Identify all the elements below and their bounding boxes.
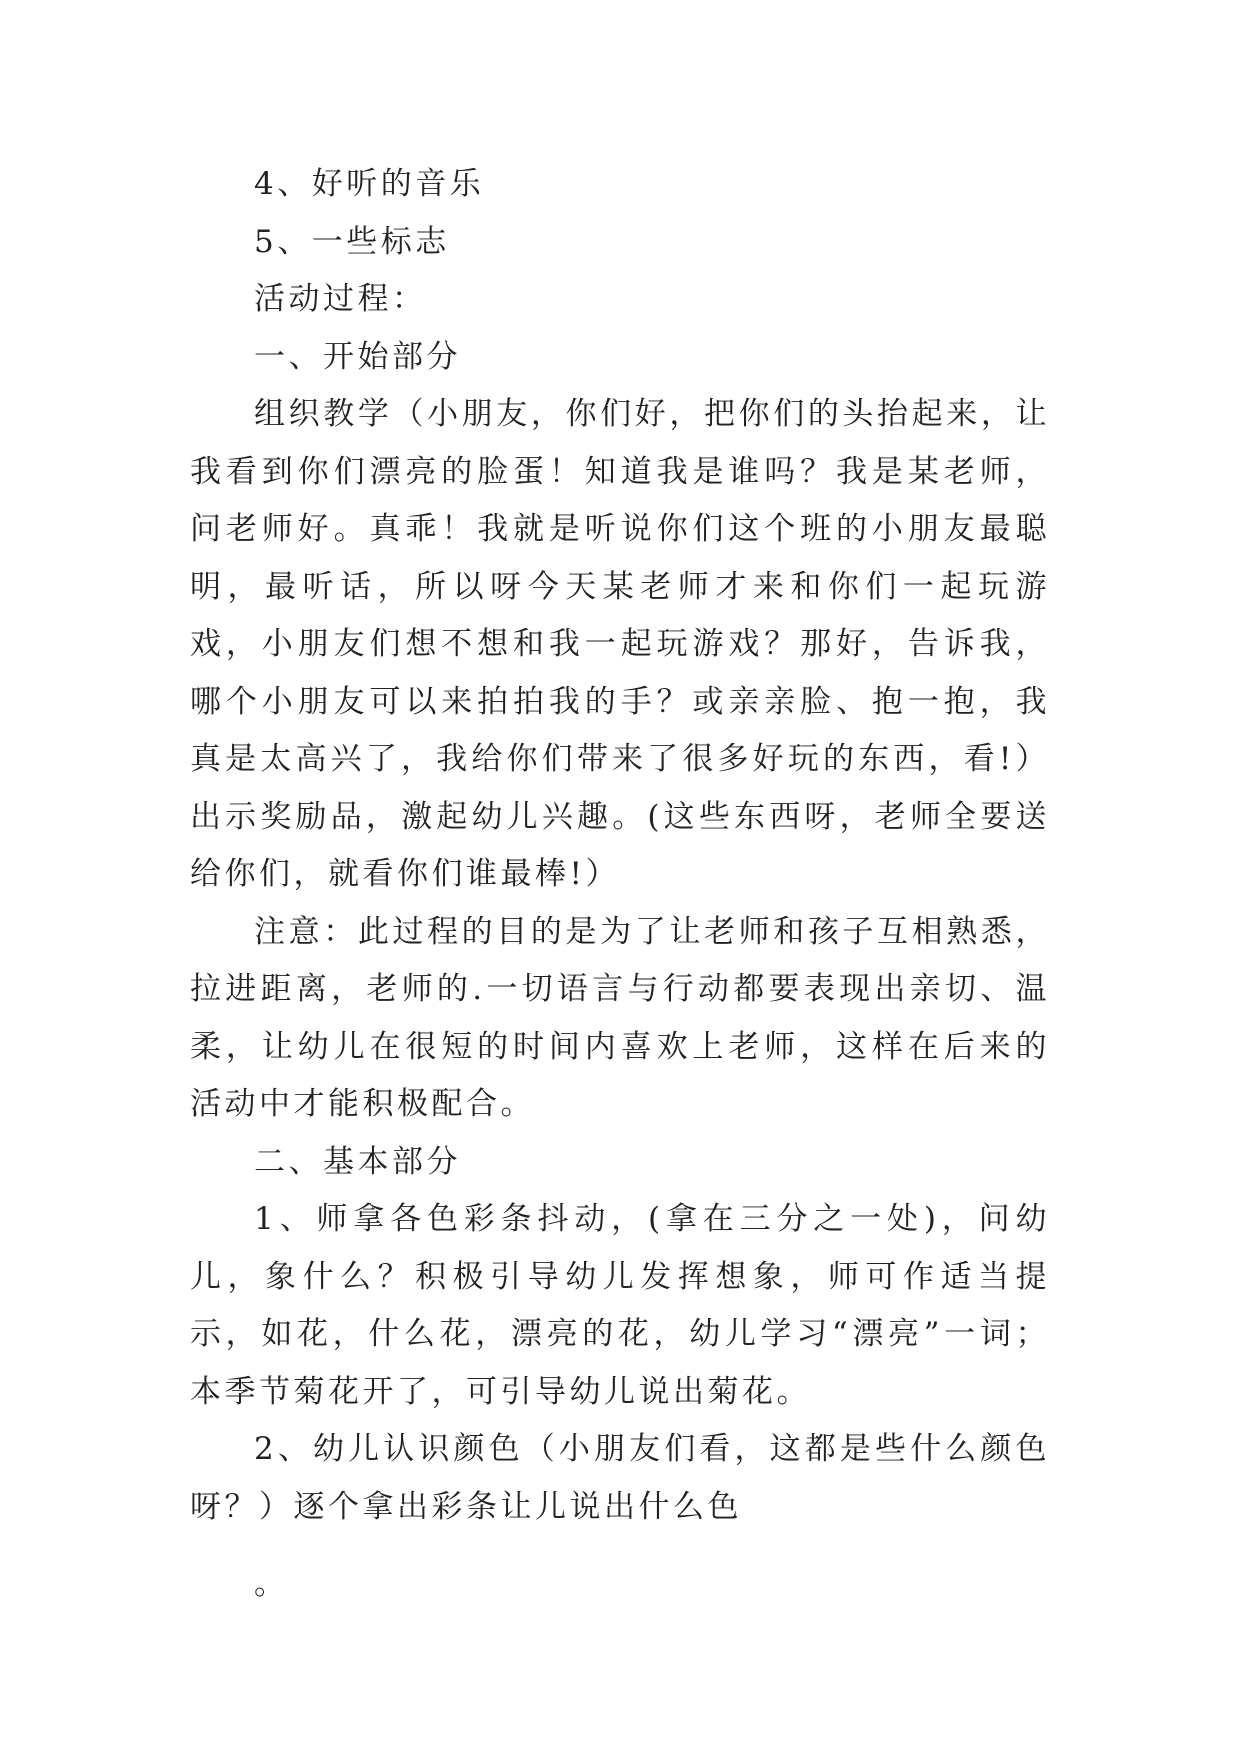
paragraph-step-two: 2、幼儿认识颜色（小朋友们看，这都是些什么颜色呀？）逐个拿出彩条让儿说出什么色 — [190, 1431, 1050, 1525]
paragraph-step-one: 1、师拿各色彩条抖动，(拿在三分之一处)，问幼儿，象什么？积极引导幼儿发挥想象，师可作适当提示，如花，什么花，漂亮的花，幼儿学习“漂亮”一词；本季节菊花开了，可引导幼儿说出菊花。 — [190, 1201, 1050, 1410]
section-heading-process: 活动过程： — [254, 281, 427, 317]
list-item-signs: 5、一些标志 — [254, 223, 450, 260]
section-heading-part-one: 一、开始部分 — [254, 338, 461, 375]
paragraph-trailing-mark: 。 — [254, 1566, 289, 1602]
document-body — [190, 156, 1050, 1614]
paragraph-organize-teaching: 组织教学（小朋友，你们好，把你们的头抬起来，让我看到你们漂亮的脸蛋！知道我是谁吗？我是某老师，问老师好。真乖！我就是听说你们这个班的小朋友最聪明，最听话，所以呀今天某老师才来和你们一起玩游戏，小朋友们想不想和我一起玩游戏？那好，告诉我，哪个小朋友可以来拍拍我的手？或亲亲脸、抱一抱，我真是太高兴了，我给你们带来了很多好玩的东西，看!）出示奖励品，激起幼儿兴趣。(这些东西呀，老师全要送给你们，就看你们谁最棒!） — [190, 396, 1050, 892]
paragraph-note: 注意：此过程的目的是为了让老师和孩子互相熟悉，拉进距离，老师的.一切语言与行动都要表现出亲切、温柔，让幼儿在很短的时间内喜欢上老师，这样在后来的活动中才能积极配合。 — [190, 913, 1050, 1122]
section-heading-part-two: 二、基本部分 — [254, 1143, 461, 1180]
list-item-music: 4、好听的音乐 — [254, 166, 485, 202]
